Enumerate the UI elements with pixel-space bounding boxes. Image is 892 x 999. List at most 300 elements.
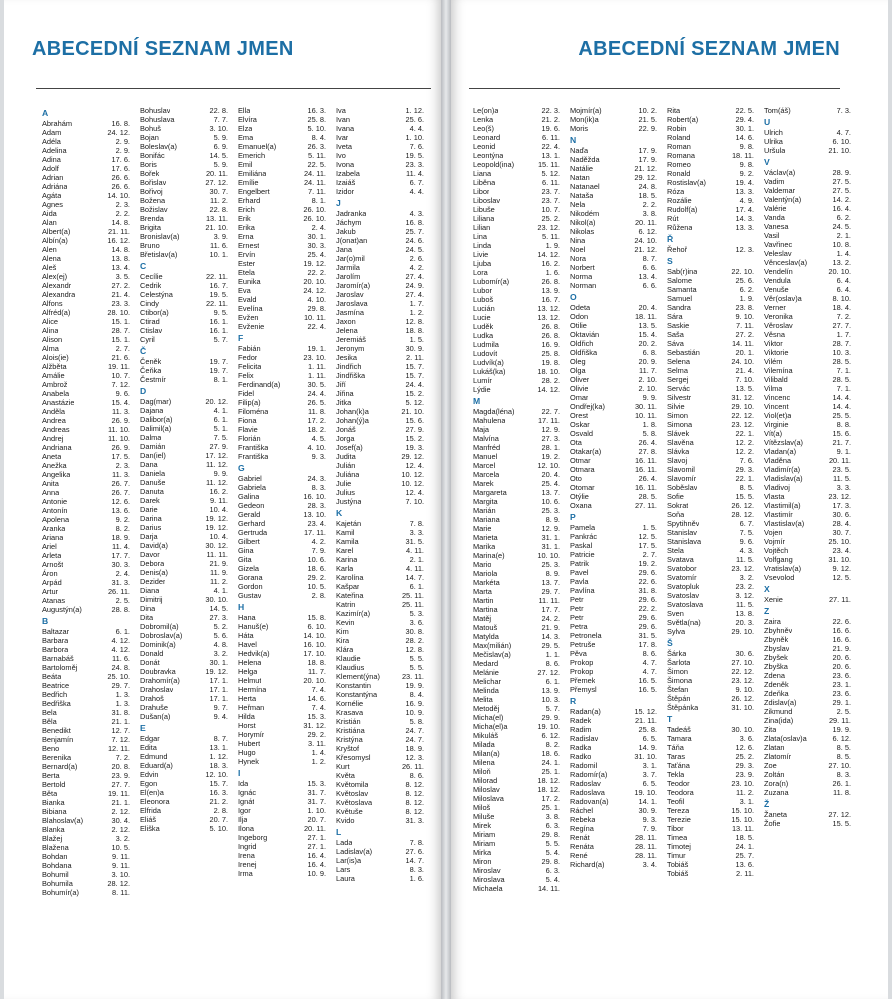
first-name: Albín(a) — [42, 236, 68, 245]
name-entry — [667, 658, 764, 667]
name-day-date: 24. 4. — [405, 380, 424, 389]
first-name: Stela — [667, 546, 684, 555]
first-name: Vavřinec — [764, 240, 793, 249]
name-day-date: 27. 1. — [307, 833, 326, 842]
name-entry — [473, 160, 570, 169]
name-day-date: 27. 12. — [537, 668, 560, 677]
name-entry — [570, 788, 667, 797]
name-entry — [238, 124, 336, 133]
name-entry — [667, 366, 764, 375]
first-name: Aida — [42, 209, 57, 218]
name-day-date: 22. 5. — [735, 106, 754, 115]
first-name: Rebeka — [570, 815, 596, 824]
first-name: Teodora — [667, 788, 694, 797]
name-entry — [140, 622, 238, 631]
first-name: Lubomír(a) — [473, 277, 510, 286]
first-name: Amálie — [42, 371, 65, 380]
first-name: Hana — [238, 613, 256, 622]
first-name: Bronislav(a) — [140, 232, 180, 241]
first-name: Vlasta — [764, 492, 785, 501]
name-day-date: 5. 12. — [541, 169, 560, 178]
name-entry — [336, 308, 434, 317]
first-name: Danuta — [140, 487, 164, 496]
name-entry — [764, 707, 861, 716]
name-entry — [238, 748, 336, 757]
name-entry — [140, 232, 238, 241]
name-day-date: 9. 5. — [213, 308, 228, 317]
name-day-date: 5. 4. — [545, 875, 560, 884]
name-day-date: 12. 9. — [541, 524, 560, 533]
first-name: Marek — [473, 479, 494, 488]
name-entry — [140, 272, 238, 281]
first-name: Izaiáš — [336, 178, 356, 187]
name-entry — [764, 195, 861, 204]
name-entry — [570, 797, 667, 806]
name-entry — [473, 695, 570, 704]
name-entry — [473, 821, 570, 830]
name-entry — [764, 168, 861, 177]
name-day-date: 16. 2. — [541, 259, 560, 268]
name-entry — [473, 169, 570, 178]
name-entry — [764, 617, 861, 626]
first-name: Tibor — [667, 824, 684, 833]
name-day-date: 3. 8. — [545, 812, 560, 821]
name-column — [667, 106, 764, 893]
first-name: Vilém — [764, 357, 783, 366]
first-name: Lukáš(ka) — [473, 367, 506, 376]
first-name: Teodor — [667, 779, 690, 788]
name-entry — [570, 393, 667, 402]
first-name: Vladimír(a) — [764, 465, 801, 474]
first-name: Milena — [473, 758, 495, 767]
name-entry — [570, 303, 667, 312]
first-name: Alexandra — [42, 290, 76, 299]
first-name: Václav(a) — [764, 168, 796, 177]
name-entry — [42, 879, 140, 888]
first-name: Alan — [42, 218, 57, 227]
name-day-date: 5. 7. — [213, 335, 228, 344]
first-name: Donát — [140, 658, 160, 667]
first-name: Vít(a) — [764, 429, 783, 438]
first-name: Barbara — [42, 636, 69, 645]
first-name: Hermína — [238, 685, 267, 694]
name-day-date: 28. 12. — [107, 879, 130, 888]
name-day-date: 23. 1. — [832, 680, 851, 689]
name-entry — [473, 232, 570, 241]
name-entry — [473, 794, 570, 803]
name-entry — [238, 842, 336, 851]
name-entry — [667, 357, 764, 366]
name-entry — [140, 523, 238, 532]
name-entry — [667, 402, 764, 411]
first-name: Zbyška — [764, 662, 788, 671]
name-entry — [570, 447, 667, 456]
name-day-date: 6. 5. — [642, 734, 657, 743]
name-entry — [667, 618, 764, 627]
name-day-date: 16. 8. — [405, 218, 424, 227]
name-day-date: 21. 7. — [832, 438, 851, 447]
name-day-date: 9. 4. — [213, 712, 228, 721]
letter-heading: T — [667, 714, 673, 724]
name-day-date: 16. 9. — [541, 340, 560, 349]
name-day-date: 25. 3. — [541, 560, 560, 569]
name-day-date: 26. 3. — [307, 142, 326, 151]
name-entry — [238, 555, 336, 564]
first-name: Ariel — [42, 542, 57, 551]
name-entry — [42, 825, 140, 834]
name-day-date: 26. 8. — [541, 322, 560, 331]
first-name: Erich — [238, 205, 255, 214]
name-day-date: 3. 1. — [642, 761, 657, 770]
name-entry — [336, 434, 434, 443]
first-name: Vladan(a) — [764, 447, 797, 456]
name-day-date: 10. 4. — [209, 532, 228, 541]
name-day-date: 17. 2. — [307, 416, 326, 425]
first-name: Anna — [42, 488, 60, 497]
name-day-date: 29. 6. — [638, 622, 657, 631]
name-entry — [42, 263, 140, 272]
name-entry — [667, 245, 764, 254]
first-name: Judita — [336, 452, 356, 461]
name-day-date: 24. 11. — [303, 178, 326, 187]
title-divider — [36, 88, 431, 89]
name-entry — [764, 528, 861, 537]
first-name: Miriam — [473, 839, 496, 848]
name-entry — [238, 371, 336, 380]
name-day-date: 15. 6. — [832, 429, 851, 438]
name-day-date: 26. 9. — [111, 416, 130, 425]
name-entry — [42, 425, 140, 434]
name-day-date: 26. 10. — [303, 214, 326, 223]
first-name: Zoltán — [764, 770, 785, 779]
name-day-date: 2. 3. — [115, 200, 130, 209]
first-name: Nina — [570, 236, 586, 245]
name-entry — [42, 515, 140, 524]
name-day-date: 4. 7. — [642, 667, 657, 676]
first-name: Alison — [42, 335, 63, 344]
name-day-date: 14. 3. — [541, 632, 560, 641]
first-name: Dan(iel) — [140, 451, 166, 460]
name-day-date: 15. 1. — [111, 335, 130, 344]
first-name: Zaira — [764, 617, 781, 626]
name-entry — [667, 124, 764, 133]
name-day-date: 14. 7. — [405, 856, 424, 865]
name-day-date: 21. 10. — [828, 146, 851, 155]
first-name: Petr — [570, 613, 584, 622]
name-entry — [764, 671, 861, 680]
name-day-date: 24. 6. — [405, 236, 424, 245]
name-entry — [667, 649, 764, 658]
first-name: Erna — [238, 232, 254, 241]
name-entry — [42, 434, 140, 443]
name-entry — [473, 884, 570, 893]
name-day-date: 2. 2. — [115, 209, 130, 218]
name-entry — [764, 330, 861, 339]
name-entry — [570, 474, 667, 483]
name-entry — [667, 339, 764, 348]
name-entry — [336, 443, 434, 452]
first-name: Vsevolod — [764, 573, 795, 582]
first-name: Aleš — [42, 263, 57, 272]
name-entry — [473, 551, 570, 560]
name-entry — [764, 662, 861, 671]
first-name: Ariana — [42, 533, 64, 542]
name-day-date: 24. 4. — [307, 389, 326, 398]
first-name: Dalibor(a) — [140, 415, 173, 424]
first-name: Ilja — [238, 815, 248, 824]
first-name: Julie — [336, 479, 352, 488]
first-name: Magda(léna) — [473, 407, 515, 416]
name-day-date: 31. 5. — [638, 631, 657, 640]
name-entry — [238, 250, 336, 259]
name-day-date: 18. 12. — [537, 785, 560, 794]
name-day-date: 6. 11. — [542, 133, 560, 142]
name-day-date: 19. 8. — [541, 358, 560, 367]
name-day-date: 19. 7. — [209, 357, 228, 366]
name-entry — [336, 555, 434, 564]
first-name: Gerhard — [238, 519, 266, 528]
name-entry — [570, 465, 667, 474]
first-name: Miloslava — [473, 794, 504, 803]
name-day-date: 4. 4. — [409, 124, 424, 133]
first-name: Oskar — [570, 420, 590, 429]
name-day-date: 1. 6. — [545, 268, 560, 277]
name-entry — [764, 555, 861, 564]
name-day-date: 2. 2. — [642, 200, 657, 209]
name-day-date: 11. 5. — [736, 600, 754, 609]
name-entry — [140, 406, 238, 415]
first-name: Čestmír — [140, 375, 166, 384]
first-name: Ivan — [336, 115, 350, 124]
name-entry — [473, 578, 570, 587]
first-name: Alen — [42, 245, 57, 254]
name-entry — [42, 708, 140, 717]
name-entry — [570, 501, 667, 510]
name-day-date: 9. 12. — [832, 564, 851, 573]
name-day-date: 15. 10. — [731, 806, 754, 815]
name-entry — [764, 595, 861, 604]
name-day-date: 14. 8. — [111, 245, 130, 254]
first-name: Mariola — [473, 569, 498, 578]
name-entry — [238, 582, 336, 591]
name-day-date: 13. 7. — [541, 488, 560, 497]
first-name: Svatobor — [667, 564, 697, 573]
name-entry — [570, 218, 667, 227]
name-entry — [42, 672, 140, 681]
name-entry — [473, 205, 570, 214]
name-entry — [570, 770, 667, 779]
name-day-date: 20. 6. — [832, 653, 851, 662]
name-entry — [667, 312, 764, 321]
first-name: Emil — [238, 160, 253, 169]
name-entry — [336, 573, 434, 582]
first-name: Manfréd — [473, 443, 501, 452]
name-entry — [667, 582, 764, 591]
first-name: Dominik(a) — [140, 640, 176, 649]
name-entry — [42, 146, 140, 155]
name-entry — [336, 564, 434, 573]
name-entry — [140, 806, 238, 815]
name-entry — [570, 254, 667, 263]
name-day-date: 9. 2. — [115, 515, 130, 524]
name-day-date: 5. 2. — [213, 622, 228, 631]
first-name: Augustýn(a) — [42, 605, 82, 614]
name-day-date: 8. 2. — [115, 524, 130, 533]
name-entry — [238, 869, 336, 878]
name-day-date: 16. 8. — [111, 119, 130, 128]
name-entry — [764, 312, 861, 321]
name-entry — [42, 317, 140, 326]
name-day-date: 1. 2. — [409, 308, 424, 317]
name-entry — [667, 667, 764, 676]
name-day-date: 7. 4. — [311, 685, 326, 694]
name-entry — [764, 204, 861, 213]
name-day-date: 19. 12. — [205, 667, 228, 676]
name-day-date: 3. 3. — [409, 528, 424, 537]
first-name: Terezie — [667, 815, 691, 824]
name-entry — [238, 649, 336, 658]
name-entry — [667, 276, 764, 285]
name-entry — [764, 240, 861, 249]
name-day-date: 28. 3. — [307, 501, 326, 510]
name-day-date: 22. 9. — [638, 124, 657, 133]
first-name: Debora — [140, 559, 165, 568]
first-name: Erik — [238, 214, 251, 223]
name-day-date: 9. 3. — [311, 452, 326, 461]
name-entry — [570, 806, 667, 815]
name-day-date: 13. 7. — [541, 578, 560, 587]
name-entry — [473, 331, 570, 340]
name-entry — [473, 443, 570, 452]
name-column — [42, 106, 140, 897]
name-day-date: 4. 5. — [311, 434, 326, 443]
name-day-date: 27. 12. — [205, 178, 228, 187]
name-entry — [473, 569, 570, 578]
name-day-date: 31. 1. — [541, 542, 560, 551]
name-day-date: 15. 11. — [537, 160, 560, 169]
name-entry — [140, 631, 238, 640]
name-day-date: 17. 1. — [209, 676, 228, 685]
name-entry — [473, 713, 570, 722]
name-entry — [238, 106, 336, 115]
name-entry — [336, 838, 434, 847]
first-name: Denis(a) — [140, 568, 168, 577]
name-entry — [336, 762, 434, 771]
name-day-date: 15. 3. — [307, 712, 326, 721]
name-day-date: 24. 10. — [731, 357, 754, 366]
name-day-date: 16. 5. — [638, 685, 657, 694]
first-name: Natan — [570, 173, 590, 182]
name-entry — [764, 779, 861, 788]
name-entry — [473, 623, 570, 632]
name-entry — [336, 663, 434, 672]
name-day-date: 7. 9. — [642, 824, 657, 833]
name-day-date: 3. 11. — [308, 739, 326, 748]
name-entry — [336, 600, 434, 609]
name-entry — [238, 133, 336, 142]
name-entry — [238, 721, 336, 730]
first-name: Robert(a) — [667, 115, 699, 124]
name-entry — [336, 546, 434, 555]
name-day-date: 25. 1. — [541, 803, 560, 812]
first-name: Benedikt — [42, 726, 71, 735]
name-day-date: 13. 3. — [735, 187, 754, 196]
name-day-date: 30. 9. — [638, 806, 657, 815]
first-name: Gizela — [238, 564, 259, 573]
first-name: Petronela — [570, 631, 602, 640]
first-name: Ilona — [238, 824, 255, 833]
name-day-date: 31. 7. — [307, 797, 326, 806]
name-day-date: 11. 6. — [112, 654, 130, 663]
name-day-date: 18. 9. — [111, 533, 130, 542]
name-entry — [764, 438, 861, 447]
name-entry — [570, 209, 667, 218]
first-name: Ota — [570, 438, 582, 447]
name-entry — [764, 186, 861, 195]
name-entry — [336, 816, 434, 825]
name-day-date: 19. 9. — [832, 725, 851, 734]
first-name: Radislav — [570, 734, 599, 743]
letter-heading: Ř — [667, 234, 674, 244]
first-name: Tobiáš — [667, 869, 689, 878]
name-day-date: 11. 2. — [210, 577, 228, 586]
letter-heading: S — [667, 256, 673, 266]
name-entry — [140, 160, 238, 169]
name-day-date: 27. 4. — [405, 290, 424, 299]
name-entry — [140, 761, 238, 770]
first-name: Marcel — [473, 461, 496, 470]
name-day-date: 21. 1. — [111, 798, 130, 807]
name-entry — [140, 541, 238, 550]
name-entry — [667, 676, 764, 685]
name-day-date: 14. 7. — [405, 573, 424, 582]
name-day-date: 6. 3. — [545, 821, 560, 830]
name-day-date: 27. 7. — [832, 321, 851, 330]
first-name: Miroslav — [473, 866, 501, 875]
first-name: Johan(ý)a — [336, 416, 369, 425]
name-entry — [140, 460, 238, 469]
name-entry — [238, 685, 336, 694]
name-entry — [140, 604, 238, 613]
name-day-date: 10. 11. — [303, 313, 326, 322]
name-day-date: 9. 11. — [112, 861, 130, 870]
name-entry — [764, 106, 861, 115]
name-day-date: 18. 5. — [638, 191, 657, 200]
name-day-date: 18. 11. — [634, 312, 657, 321]
name-entry — [570, 734, 667, 743]
name-entry — [473, 133, 570, 142]
name-entry — [473, 686, 570, 695]
name-entry — [140, 187, 238, 196]
first-name: Izidor — [336, 187, 355, 196]
name-entry — [238, 434, 336, 443]
first-name: Arpád — [42, 578, 62, 587]
first-name: Jeronym — [336, 344, 365, 353]
name-entry — [42, 533, 140, 542]
name-day-date: 7. 3. — [836, 106, 851, 115]
name-day-date: 10. 9. — [307, 869, 326, 878]
name-day-date: 23. 2. — [735, 582, 754, 591]
name-entry — [336, 591, 434, 600]
name-entry — [473, 479, 570, 488]
name-entry — [140, 478, 238, 487]
name-entry — [42, 789, 140, 798]
name-entry — [42, 807, 140, 816]
first-name: Micha(el) — [473, 713, 504, 722]
name-day-date: 20. 11. — [634, 218, 657, 227]
name-day-date: 12. 4. — [405, 488, 424, 497]
name-day-date: 29. 4. — [735, 115, 754, 124]
